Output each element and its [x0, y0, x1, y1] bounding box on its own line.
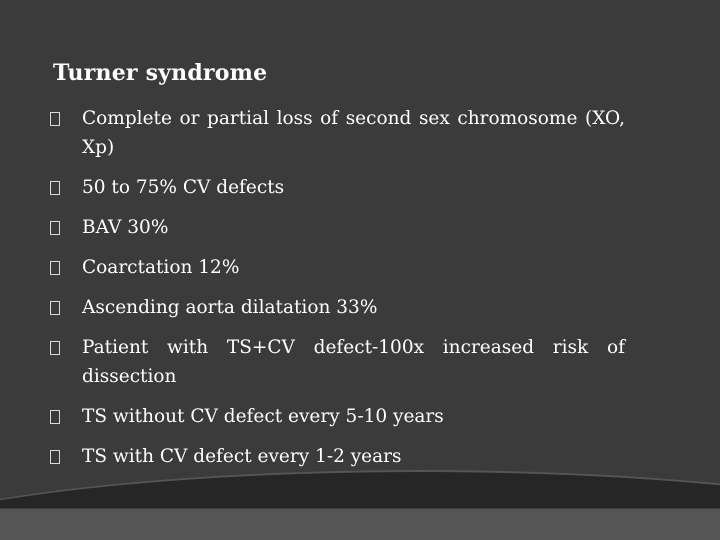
bullet-item: [50, 213, 625, 242]
bullet-item: [50, 402, 625, 431]
bullet-text: TS without CV defect every 5-10 years: [82, 406, 444, 427]
bullet-item: [50, 173, 625, 202]
square-bullet-icon: [50, 261, 60, 275]
bullet-text: Complete or partial loss of second sex chromosome (XO, Xp): [82, 108, 625, 158]
bullet-item: [50, 442, 625, 471]
bullet-text: 50 to 75% CV defects: [82, 177, 285, 198]
bullet-item: [50, 333, 625, 391]
bullet-text: Patient with TS+CV defect-100x increased risk of dissection: [82, 337, 625, 387]
bullet-list: [50, 104, 625, 482]
bullet-item: [50, 253, 625, 282]
bullet-text: Ascending aorta dilatation 33%: [82, 297, 378, 318]
square-bullet-icon: [50, 341, 60, 355]
bullet-item: [50, 293, 625, 322]
bullet-item: [50, 104, 625, 162]
square-bullet-icon: [50, 112, 60, 126]
slide-title: Turner syndrome: [53, 60, 268, 86]
bullet-text: BAV 30%: [82, 217, 169, 238]
square-bullet-icon: [50, 410, 60, 424]
square-bullet-icon: [50, 301, 60, 315]
square-bullet-icon: [50, 181, 60, 195]
square-bullet-icon: [50, 450, 60, 464]
bullet-text: Coarctation 12%: [82, 257, 240, 278]
square-bullet-icon: [50, 221, 60, 235]
bullet-text: TS with CV defect every 1-2 years: [82, 446, 402, 467]
